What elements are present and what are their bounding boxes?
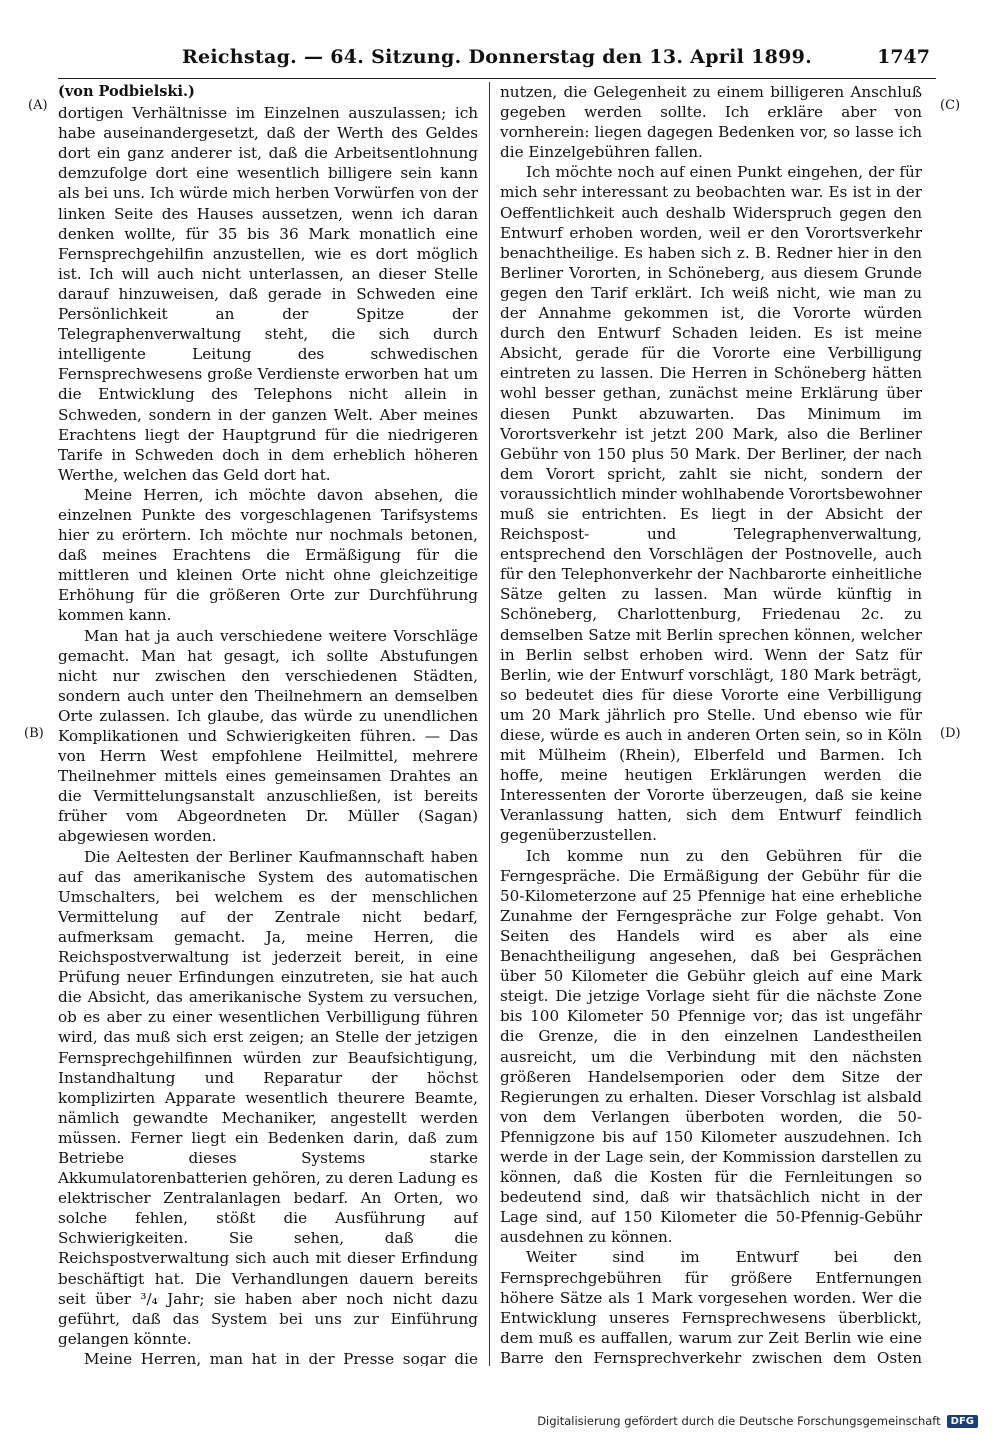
header-title: Reichstag. — 64. Sitzung. Donnerstag den 13. April 1899. (181, 46, 813, 68)
paragraph: Man hat ja auch verschiedene weitere Vorschläge gemacht. Man hat gesagt, ich sollte Abstufungen nicht nur zwischen den verschiedenen Städten, sondern auch unter den Theilnehmern an demselben Orte zulassen. Ich glaube, das würde zu unendlichen Komplikationen und Schwierigkeiten führen. — Das von Herrn West empfohlene Heilmittel, mehrere Theilnehmer mittels eines gemeinsamen Drahtes an die Vermittelungsanstalt anzuschließen, ist bereits früher vom Abgeordneten Dr. Müller (Sagan) abgewiesen worden. (58, 626, 478, 846)
margin-marker-d: (D) (940, 726, 961, 741)
paragraph: Die Aeltesten der Berliner Kaufmannschaft haben auf das amerikanische System des automatischen Umschalters, bei welchem es der menschlichen Vermittelung auf der Zentrale nicht bedarf, aufmerksam gemacht. Ja, meine Herren, die Reichspostverwaltung ist jederzeit bereit, in eine Prüfung neuer Erfindungen einzutreten, sie hat auch die Absicht, das amerikanische System zu versuchen, ob es aber zu einer wesentlichen Verbilligung führen wird, das muß sich erst zeigen; an Stelle der jetzigen Fernsprechgehilfinnen würden zur Beaufsichtigung, Instandhaltung und Reparatur der höchst komplizirten Apparate wesentlich theurere Beamte, nämlich gewandte Mechaniker, angestellt werden müssen. Ferner liegt ein Bedenken darin, daß zum Betriebe dieses Systems starke Akkumulatorenbatterien gehören, zu deren Ladung es elektrischer Zentralanlagen bedarf. An Orten, wo solche fehlen, stößt die Ausführung auf Schwierigkeiten. Sie sehen, daß die Reichspostverwaltung sich auch mit dieser Erfindung beschäftigt hat. Die Verhandlungen dauern bereits seit über ³/₄ Jahr; sie haben aber noch nicht dazu geführt, daß das System bei uns zur Einführung gelangen könnte. (58, 847, 478, 1348)
margin-marker-a: (A) (28, 98, 48, 113)
right-column (500, 82, 922, 1366)
paragraph: Meine Herren, ich möchte davon absehen, die einzelnen Punkte des vorgeschlagenen Tarifsystems hier zu erörtern. Ich möchte nur nochmals betonen, daß meines Erachtens die Ermäßigung für die mittleren und kleinen Orte nicht ohne gleichzeitige Erhöhung für die größeren Orte zur Durchführung kommen kann. (58, 485, 478, 625)
page-number: 1747 (877, 46, 930, 68)
digitization-credit (537, 1414, 978, 1428)
margin-marker-b: (B) (24, 726, 44, 741)
paragraph: nutzen, die Gelegenheit zu einem billigeren Anschluß gegeben werden sollte. Ich erkläre aber von vornherein: liegen dagegen Bedenken vor, so lasse ich die Einzelgebühren fallen. (500, 83, 922, 162)
paragraph: Ich möchte noch auf einen Punkt eingehen, der für mich sehr interessant zu beobachten war. Es ist in der Oeffentlichkeit auch deshalb Widerspruch gegen den Entwurf erhoben worden, weil er den Vorortsverkehr benachtheilige. Es haben sich z. B. Redner hier in den Berliner Vororten, in Schöneberg, aus diesem Grunde gegen den Tarif erklärt. Ich weiß nicht, wie man zu der Annahme gekommen ist, die Vororte würden durch den Entwurf Schaden leiden. Es ist meine Absicht, gerade für die Vororte eine Verbilligung eintreten zu lassen. Die Herren in Schöneberg hätten wohl besser gethan, zunächst meine Erklärung über diesen Punkt abzuwarten. Das Minimum im Vorortsverkehr ist jetzt 200 Mark, also die Berliner Gebühr von 150 plus 50 Mark. Der Berliner, der nach dem Vorort spricht, zahlt sie nicht, sondern der voraussichtlich minder wohlhabende Vorortsbewohner muß sie entrichten. Es liegt in der Absicht der Reichspost- und Telegraphenverwaltung, entsprechend den Vorschlägen der Postnovelle, auch für den Telephonverkehr der Nachbarorte einheitliche Sätze gelten zu lassen. Man würde künftig in Schöneberg, Charlottenburg, Friedenau 2c. zu demselben Satze mit Berlin sprechen können, welcher in Berlin selbst erhoben wird. Wenn der Satz für Berlin, wie der Entwurf vorschlägt, 180 Mark beträgt, so bedeutet dies für diese Vororte eine Verbilligung um 20 Mark jährlich pro Stelle. Und ebenso wie für diese, würde es auch in anderen Orten sein, so in Köln mit Mülheim (Rhein), Elberfeld und Barmen. Ich hoffe, meine heutigen Erklärungen werden die Interessenten der Vororte überzeugen, daß sie keine Veranlassung hatten, sich dem Entwurf feindlich gegenüberzustellen. (500, 163, 922, 845)
paragraph: Weiter sind im Entwurf bei den Fernsprechgebühren für größere Entfernungen höhere Sätze als 1 Mark vorgesehen worden. Wer die Entwicklung unseres Fernsprechwesens überblickt, dem muß es auffallen, warum zur Zeit Berlin wie eine Barre den Fernsprechverkehr zwischen dem Osten (500, 1248, 922, 1366)
running-header (58, 44, 936, 79)
speaker-attribution: (von Podbielski.) (58, 83, 195, 100)
credit-text: Digitalisierung gefördert durch die Deutsche Forschungsgemeinschaft (537, 1414, 941, 1428)
margin-marker-c: (C) (940, 98, 961, 113)
column-divider (489, 82, 490, 1366)
paragraph: dortigen Verhältnisse im Einzelnen auszulassen; ich habe auseinandergesetzt, daß der Werth des Geldes dort ein ganz anderer ist, daß die Arbeitsentlohnung demzufolge dort eine wesentlich billigere sein kann als bei uns. Ich würde mich herben Vorwürfen von der linken Seite des Hauses aussetzen, wenn ich daran denken wollte, für 35 bis 36 Mark monatlich eine Fernsprechgehilfin anzustellen, wie es dort möglich ist. Ich will auch nicht unterlassen, an dieser Stelle darauf hinzuweisen, daß gerade in Schweden eine Persönlichkeit an der Spitze der Telegraphenverwaltung steht, die sich durch intelligente Leitung des schwedischen Fernsprechwesens große Verdienste erworben hat um die Entwicklung des Telephons nicht allein in Schweden, sondern in der ganzen Welt. Aber meines Erachtens liegt der Hauptgrund für die niedrigeren Tarife in Schweden doch in dem erheblich höheren Werthe, welchen das Geld dort hat. (58, 104, 478, 484)
paragraph: Ich komme nun zu den Gebühren für die Ferngespräche. Die Ermäßigung der Gebühr für die 50-Kilometerzone auf 25 Pfennige hat eine erhebliche Zunahme der Ferngespräche zur Folge gehabt. Von Seiten des Handels wird es aber als eine Benachtheiligung angesehen, daß bei Gesprächen über 50 Kilometer die Gebühr gleich auf eine Mark steigt. Die jetzige Vorlage sieht für die nächste Zone bis 100 Kilometer 50 Pfennige vor; das ist ungefähr die Grenze, die in den einzelnen Landestheilen ausreicht, um die Verbindung mit den nächsten größeren Handelsemporien oder dem Sitze der Regierungen zu erhalten. Dieser Vorschlag ist alsbald von dem Verlangen überboten worden, die 50-Pfennigzone bis auf 150 Kilometer auszudehnen. Ich werde in der Lage sein, der Kommission darstellen zu können, daß die Kosten für die Fernleitungen so bedeutend sind, daß wir thatsächlich nicht in der Lage sind, auf 150 Kilometer die 50-Pfennig-Gebühr ausdehnen zu können. (500, 846, 922, 1247)
dfg-logo: DFG (947, 1415, 978, 1428)
left-column (58, 82, 478, 1366)
paragraph: Meine Herren, man hat in der Presse sogar die (84, 1349, 478, 1366)
